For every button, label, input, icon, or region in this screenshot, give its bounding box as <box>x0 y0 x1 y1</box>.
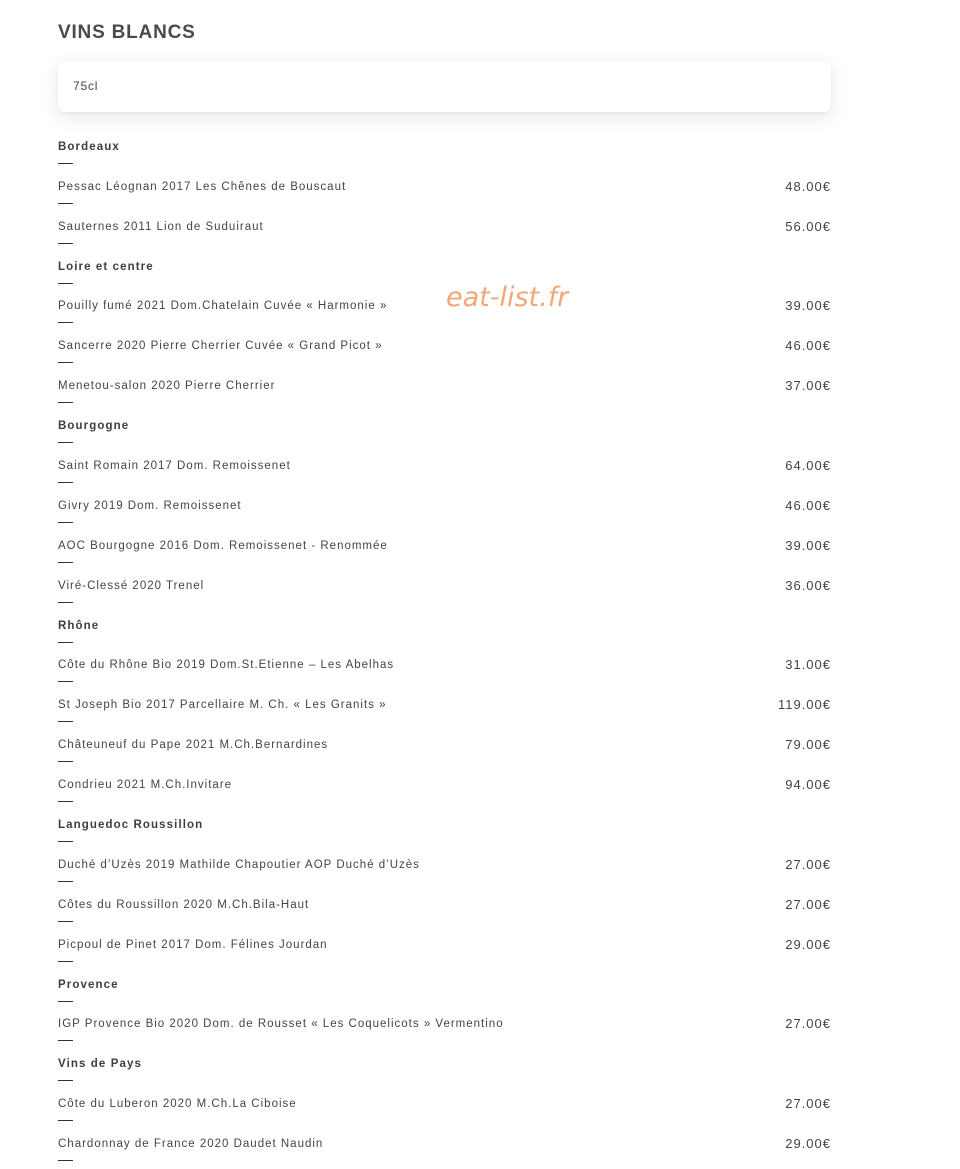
wine-name: AOC Bourgogne 2016 Dom. Remoissenet - Renommée <box>58 539 388 552</box>
dash-separator <box>58 1001 73 1002</box>
wine-price: 56.00€ <box>785 218 831 234</box>
wine-name: Pessac Léognan 2017 Les Chênes de Bouscaut <box>58 180 347 193</box>
wine-row <box>58 331 831 371</box>
dash-separator <box>58 721 73 722</box>
wine-row <box>58 291 831 331</box>
dash-separator <box>58 322 73 323</box>
wine-name: Sancerre 2020 Pierre Cherrier Cuvée « Grand Picot » <box>58 340 383 352</box>
wine-price: 48.00€ <box>785 178 831 194</box>
dash-separator <box>58 1080 73 1081</box>
wine-row <box>58 650 831 690</box>
dash-separator <box>58 203 73 204</box>
wine-price: 27.00€ <box>785 856 831 872</box>
wine-name: Côte du Rhône Bio 2019 Dom.St.Etienne – Les Abelhas <box>58 659 395 671</box>
category-row <box>58 1049 831 1089</box>
wine-row <box>58 451 831 491</box>
category-name: Languedoc Roussillon <box>58 819 204 831</box>
wine-price: 27.00€ <box>785 1095 831 1111</box>
category-row <box>58 132 831 172</box>
dash-separator <box>58 841 73 842</box>
wine-name: Sauternes 2011 Lion de Suduiraut <box>58 220 264 233</box>
wine-name: St Joseph Bio 2017 Parcellaire M. Ch. « Les Granits » <box>58 699 387 711</box>
wine-price: 31.00€ <box>785 657 831 672</box>
dash-separator <box>58 243 73 244</box>
dash-separator <box>58 602 73 603</box>
dash-separator <box>58 1040 73 1041</box>
category-name: Vins de Pays <box>58 1058 142 1070</box>
wine-price: 27.00€ <box>785 896 831 912</box>
wine-price: 46.00€ <box>785 497 831 513</box>
wine-name: Chardonnay de France 2020 Daudet Naudin <box>58 1137 324 1150</box>
wine-name: Pouilly fumé 2021 Dom.Chatelain Cuvée « Harmonie » <box>58 300 388 312</box>
dash-separator <box>58 482 73 483</box>
wine-row <box>58 1129 831 1169</box>
dash-separator <box>58 562 73 563</box>
dash-separator <box>58 442 73 443</box>
dash-separator <box>58 362 73 363</box>
dash-separator <box>58 1160 73 1161</box>
wine-row <box>58 690 831 730</box>
wine-name: Condrieu 2021 M.Ch.Invitare <box>58 779 233 791</box>
dash-separator <box>58 881 73 882</box>
wine-name: IGP Provence Bio 2020 Dom. de Rousset « Les Coquelicots » Vermentino <box>58 1018 504 1030</box>
dash-separator <box>58 801 73 802</box>
wine-name: Saint Romain 2017 Dom. Remoissenet <box>58 459 291 472</box>
dash-separator <box>58 522 73 523</box>
wine-row <box>58 212 831 252</box>
category-name: Bordeaux <box>58 141 120 153</box>
bottle-size-card <box>58 61 831 112</box>
wine-price: 64.00€ <box>785 457 831 473</box>
wine-price: 29.00€ <box>785 1135 831 1151</box>
category-name: Rhône <box>58 619 100 632</box>
wine-price: 39.00€ <box>785 298 831 313</box>
wine-price: 37.00€ <box>785 378 831 393</box>
dash-separator <box>58 921 73 922</box>
wine-name: Givry 2019 Dom. Remoissenet <box>58 499 242 512</box>
category-name: Bourgogne <box>58 420 130 432</box>
dash-separator <box>58 163 73 164</box>
category-row <box>58 970 831 1010</box>
watermark-text: eat-list.fr <box>446 282 569 313</box>
wine-name: Côte du Luberon 2020 M.Ch.La Ciboise <box>58 1097 297 1110</box>
wine-row <box>58 850 831 890</box>
wine-name: Viré-Clessé 2020 Trenel <box>58 579 205 592</box>
wine-price: 46.00€ <box>785 338 831 353</box>
wine-price: 119.00€ <box>777 697 831 712</box>
category-row <box>58 611 831 651</box>
section-title: VINS BLANCS <box>58 22 196 43</box>
category-name: Loire et centre <box>58 260 154 273</box>
wine-price: 29.00€ <box>785 936 831 952</box>
wine-row <box>58 172 831 212</box>
category-name: Provence <box>58 978 119 991</box>
wine-row <box>58 371 831 411</box>
wine-row <box>58 1009 831 1049</box>
wine-name: Duché d’Uzès 2019 Mathilde Chapoutier AOP Duché d’Uzès <box>58 858 420 871</box>
dash-separator <box>58 761 73 762</box>
wine-row <box>58 531 831 571</box>
wine-name: Côtes du Roussillon 2020 M.Ch.Bila-Haut <box>58 898 310 911</box>
wine-list <box>58 132 831 1169</box>
wine-row <box>58 491 831 531</box>
wine-price: 39.00€ <box>785 537 831 553</box>
wine-row <box>58 890 831 930</box>
category-row <box>58 252 831 292</box>
dash-separator <box>58 402 73 403</box>
wine-name: Châteuneuf du Pape 2021 M.Ch.Bernardines <box>58 739 329 751</box>
dash-separator <box>58 681 73 682</box>
wine-row <box>58 770 831 810</box>
wine-row <box>58 571 831 611</box>
wine-row <box>58 930 831 970</box>
wine-price: 94.00€ <box>785 777 831 792</box>
dash-separator <box>58 961 73 962</box>
wine-price: 27.00€ <box>785 1016 831 1031</box>
wine-row <box>58 730 831 770</box>
dash-separator <box>58 642 73 643</box>
wine-price: 79.00€ <box>785 737 831 752</box>
category-row <box>58 411 831 451</box>
dash-separator <box>58 1120 73 1121</box>
wine-name: Menetou-salon 2020 Pierre Cherrier <box>58 380 276 392</box>
bottle-size-label: 75cl <box>73 79 99 93</box>
wine-price: 36.00€ <box>785 577 831 593</box>
wine-row <box>58 1089 831 1129</box>
dash-separator <box>58 283 73 284</box>
wine-name: Picpoul de Pinet 2017 Dom. Félines Jourdan <box>58 938 328 951</box>
category-row <box>58 810 831 850</box>
